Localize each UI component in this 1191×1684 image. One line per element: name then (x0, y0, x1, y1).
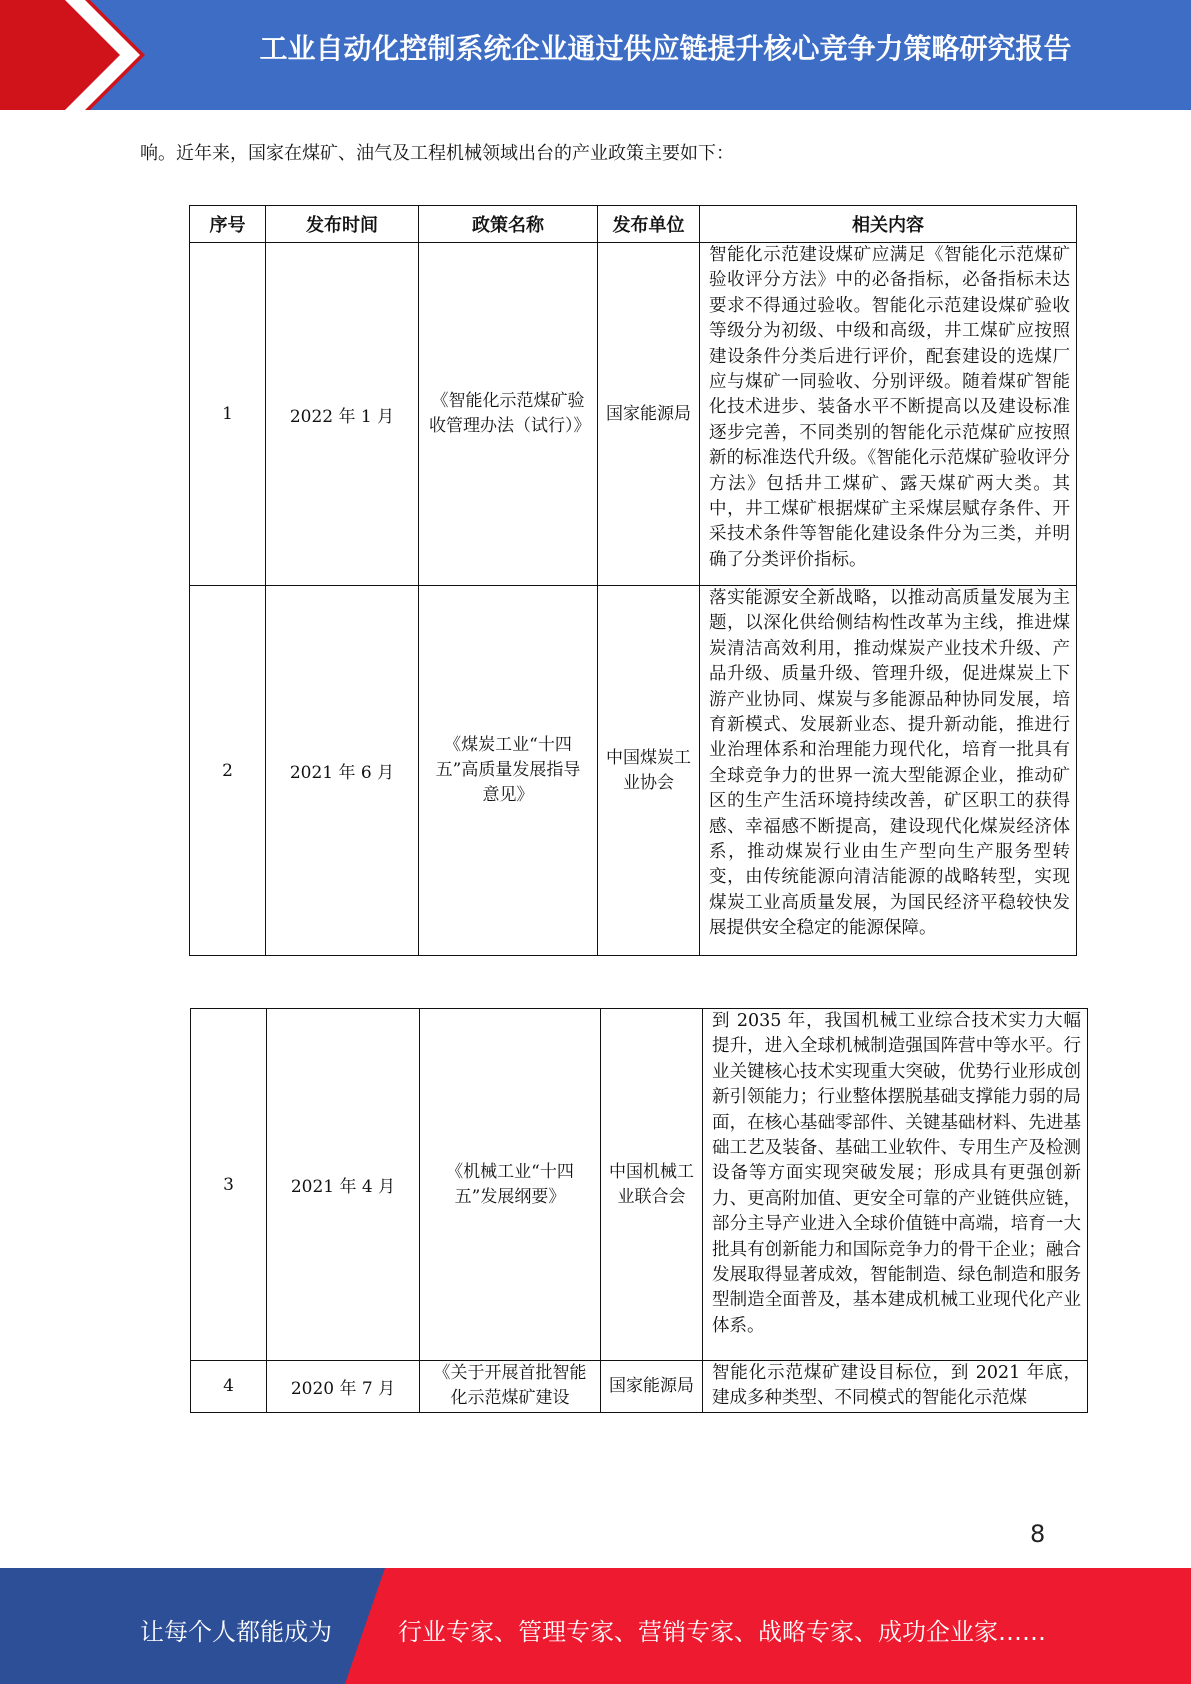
row-no: 2 (190, 586, 266, 956)
row-policy-name: 《关于开展首批智能化示范煤矿建设 (420, 1361, 601, 1413)
row-policy-name: 《煤炭工业“十四五”高质量发展指导意见》 (419, 586, 598, 956)
row-unit: 国家能源局 (601, 1361, 703, 1413)
row-content: 落实能源安全新战略，以推动高质量发展为主题，以深化供给侧结构性改革为主线，推进煤炭清洁高效利用，推动煤炭产业技术升级、产品升级、质量升级、管理升级，促进煤炭上下游产业协同、煤炭与多能源品种协同发展，培育新模式、发展新业态、提升新动能，推进行业治理体系和治理能力现代化，培育一批具有全球竞争力的世界一流大型能源企业，推动矿区的生产生活环境持续改善，矿区职工的获得感、幸福感不断提高，建设现代化煤炭经济体系，推动煤炭行业由生产型向生产服务型转变，由传统能源向清洁能源的战略转型，实现煤炭工业高质量发展，为国民经济平稳较快发展提供安全稳定的能源保障。 (700, 586, 1077, 956)
header-unit: 发布单位 (598, 206, 700, 243)
row-unit: 中国机械工业联合会 (601, 1009, 703, 1361)
policy-table-part-2 (190, 1008, 1088, 1413)
table-row (191, 1361, 1088, 1413)
intro-paragraph: 响。近年来，国家在煤矿、油气及工程机械领域出台的产业政策主要如下： (140, 143, 734, 164)
header-arrow-decoration (0, 0, 160, 110)
row-unit: 中国煤炭工业协会 (598, 586, 700, 956)
header-content: 相关内容 (700, 206, 1077, 243)
row-unit: 国家能源局 (598, 243, 700, 586)
footer-slogan-left: 让每个人都能成为 (140, 1618, 332, 1646)
header-name: 政策名称 (419, 206, 598, 243)
row-date: 2021 年 6 月 (266, 586, 419, 956)
row-no: 1 (190, 243, 266, 586)
row-date: 2022 年 1 月 (266, 243, 419, 586)
table-row (190, 243, 1077, 586)
row-policy-name: 《机械工业“十四五”发展纲要》 (420, 1009, 601, 1361)
row-date: 2021 年 4 月 (267, 1009, 420, 1361)
row-content: 到 2035 年，我国机械工业综合技术实力大幅提升，进入全球机械制造强国阵营中等水平。行业关键核心技术实现重大突破，优势行业形成创新引领能力；行业整体摆脱基础支撑能力弱的局面，在核心基础零部件、关键基础材料、先进基础工艺及装备、基础工业软件、专用生产及检测设备等方面实现突破发展；形成具有更强创新力、更高附加值、更安全可靠的产业链供应链，部分主导产业进入全球价值链中高端，培育一大批具有创新能力和国际竞争力的骨干企业；融合发展取得显著成效，智能制造、绿色制造和服务型制造全面普及，基本建成机械工业现代化产业体系。 (703, 1009, 1088, 1361)
table-header-row (190, 206, 1077, 243)
header-no: 序号 (190, 206, 266, 243)
row-policy-name: 《智能化示范煤矿验收管理办法（试行）》 (419, 243, 598, 586)
policy-table-part-1 (189, 205, 1077, 956)
page-header (0, 0, 1191, 110)
row-no: 4 (191, 1361, 267, 1413)
row-content: 智能化示范煤矿建设目标位，到 2021 年底，建成多种类型、不同模式的智能化示范煤 (703, 1361, 1088, 1413)
table-row (191, 1009, 1088, 1361)
report-title: 工业自动化控制系统企业通过供应链提升核心竞争力策略研究报告 (259, 32, 1072, 65)
table-row (190, 586, 1077, 956)
row-no: 3 (191, 1009, 267, 1361)
row-content: 智能化示范建设煤矿应满足《智能化示范煤矿验收评分方法》中的必备指标，必备指标未达要求不得通过验收。智能化示范建设煤矿验收等级分为初级、中级和高级，井工煤矿应按照建设条件分类后进行评价，配套建设的选煤厂应与煤矿一同验收、分别评级。随着煤矿智能化技术进步、装备水平不断提高以及建设标准逐步完善，不同类别的智能化示范煤矿应按照新的标准迭代升级。《智能化示范煤矿验收评分方法》包括井工煤矿、露天煤矿两大类。其中，井工煤矿根据煤矿主采煤层赋存条件、开采技术条件等智能化建设条件分为三类，并明确了分类评价指标。 (700, 243, 1077, 586)
header-date: 发布时间 (266, 206, 419, 243)
row-date: 2020 年 7 月 (267, 1361, 420, 1413)
page-number: 8 (1030, 1520, 1046, 1548)
footer-slogan-right: 行业专家、管理专家、营销专家、战略专家、成功企业家…… (398, 1618, 1046, 1646)
